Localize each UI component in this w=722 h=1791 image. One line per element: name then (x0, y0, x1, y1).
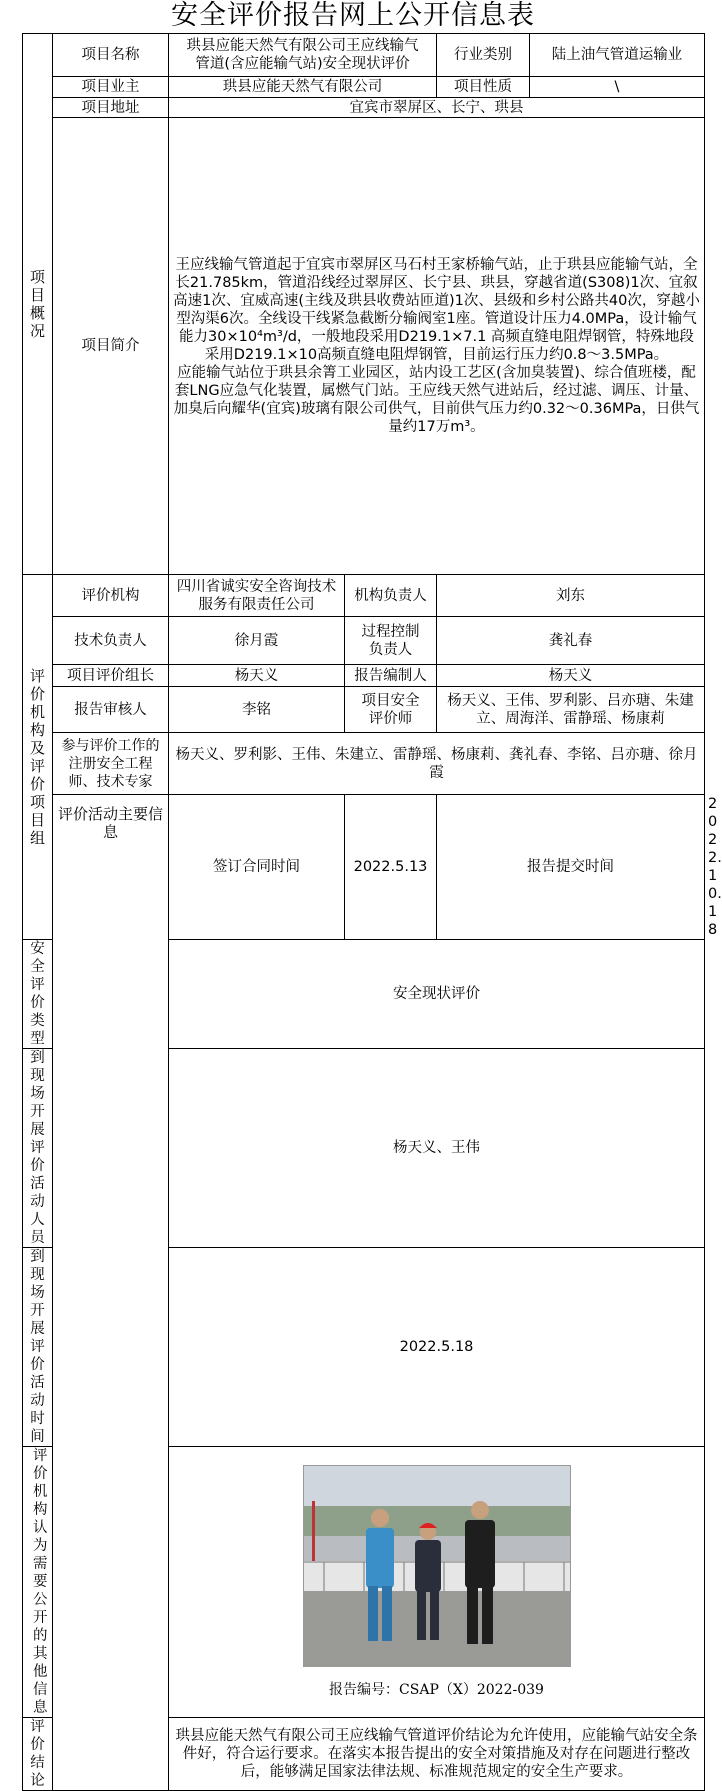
participants-label: 参与评价工作的注册安全工程师、技术专家 (53, 733, 169, 795)
page-title: 安全评价报告网上公开信息表 (171, 0, 535, 31)
report-writer-label: 报告编制人 (345, 665, 437, 687)
industry-value: 陆上油气管道运输业 (551, 47, 683, 63)
tech-head-value: 徐月霞 (169, 617, 345, 665)
owner-label: 项目业主 (53, 77, 169, 98)
nature-cell (437, 77, 705, 98)
project-name: 珙县应能天然气有限公司王应线输气管道(含应能输气站)安全现状评价 (169, 34, 437, 77)
agency-head-value: 刘东 (437, 575, 705, 617)
contract-date-label: 签订合同时间 (169, 795, 345, 940)
intro-paragraph-1: 王应线输气管道起于宜宾市翠屏区马石村王家桥输气站，止于珙县应能输气站，全长21.785km，管道沿线经过翠屏区、长宁县、珙县，穿越省道(S308)1次、宜叙高速1次、宜威高速(主线及珙县收费站匝道)1次、县级和乡村公路共40次，穿越小型沟渠6次。全线设干线紧急截断分输阀室1座。管道设计压力4.0MPa，设计输气能力30×10⁴m³/d，一般地段采用D219.1×7.1 高频直缝电阻焊钢管，特殊地段采用D219.1×10高频直缝电阻焊钢管，目前运行压力约0.8～3.5MPa。 (173, 257, 700, 363)
address-value: 宜宾市翠屏区、长宁、珙县 (169, 98, 705, 118)
section-org: 评价机构及评价项目组 (23, 575, 53, 940)
address-label: 项目地址 (53, 98, 169, 118)
site-time-value: 2022.5.18 (169, 1248, 705, 1447)
participants-value: 杨天义、罗利影、王伟、朱建立、雷静瑶、杨康莉、龚礼春、李铭、吕亦瑭、徐月霞 (169, 733, 705, 795)
report-number: 报告编号：CSAP（X）2022-039 (329, 1682, 544, 1698)
tech-head-label: 技术负责人 (53, 617, 169, 665)
project-name-label: 项目名称 (53, 34, 169, 77)
site-time-label: 到现场开展评价活动时间 (23, 1248, 53, 1447)
owner-value: 珙县应能天然气有限公司 (169, 77, 437, 98)
evaluators-label: 项目安全评价师 (345, 687, 437, 733)
conclusion-value: 珙县应能天然气有限公司王应线输气管道评价结论为允许使用，应能输气站安全条件好，符合运行要求。在落实本报告提出的安全对策措施及对存在问题进行整改后，能够满足国家法律法规、标准规范规定的安全生产要求。 (169, 1718, 705, 1791)
other-info-value (169, 1447, 705, 1718)
report-writer-value: 杨天义 (437, 665, 705, 687)
other-info-label: 评价机构认为需要公开的其他信息 (23, 1447, 53, 1718)
submit-date-label: 报告提交时间 (437, 795, 705, 940)
site-photo (303, 1465, 571, 1667)
intro-label: 项目简介 (53, 118, 169, 575)
contract-date-value: 2022.5.13 (345, 795, 437, 940)
process-head-value: 龚礼春 (437, 617, 705, 665)
section-overview: 项目概况 (23, 34, 53, 575)
industry-cell (437, 34, 705, 77)
type-value: 安全现状评价 (169, 940, 705, 1049)
conclusion-label: 评价结论 (23, 1718, 53, 1791)
site-staff-value: 杨天义、王伟 (169, 1049, 705, 1248)
agency-label: 评价机构 (53, 575, 169, 617)
intro-text (169, 118, 705, 575)
site-staff-label: 到现场开展评价活动人员 (23, 1049, 53, 1248)
nature-label: 项目性质 (437, 77, 530, 97)
agency-head-label: 机构负责人 (345, 575, 437, 617)
team-leader-label: 项目评价组长 (53, 665, 169, 687)
type-label: 安全评价类型 (23, 940, 53, 1049)
site-photo-image (304, 1466, 570, 1666)
process-head-label: 过程控制负责人 (345, 617, 437, 665)
section-activity: 评价活动主要信息 (53, 795, 169, 1791)
nature-value: \ (614, 79, 620, 95)
team-leader-value: 杨天义 (169, 665, 345, 687)
industry-label: 行业类别 (437, 34, 530, 76)
evaluators-value: 杨天义、王伟、罗利影、吕亦瑭、朱建立、周海洋、雷静瑶、杨康莉 (437, 687, 705, 733)
agency-value: 四川省诚实安全咨询技术服务有限责任公司 (169, 575, 345, 617)
reviewer-label: 报告审核人 (53, 687, 169, 733)
info-table: 项目概况 项目名称 珙县应能天然气有限公司王应线输气管道(含应能输气站)安全现状评价 行业类别 陆上油气管道运输业 项目业主 珙县应能天然气有限公司 项目性质 \ 项目地址 宜宾市翠屏区、长宁、珙县 项目简介 王应线输气管道起于宜宾市翠屏区马石村王家桥输气站，止于珙县应能输气站，全长21.785km，管道沿线经过翠屏区、长宁县、珙县，穿越省道(S308)1次、宜叙高速1次、宜威高速(主线及珙县收费站匝道)1次、县级和乡村公路共40次，穿越小型沟渠6次。全线设干线紧急截断分输阀室1座。管道设计压力4.0MPa，设计输气能力30×10⁴m³/d，一般地段采用D219.1×7.1 高频直缝电阻焊钢管，特殊地段采用D219.1×10高频直缝电阻焊钢管，目前运行压力约0.8～3.5MPa。 应能输气站位于珙县余箐工业园区，站内设工艺区(含加臭装置)、综合值班楼，配套LNG应急气化装置，属燃气门站。王应线天然气进站后，经过滤、调压、计量、加臭后向耀华(宜宾)玻璃有限公司供气，目前供气压力约0.32～0.36MPa，日供气量约17万m³。 评价机构及评价项目组 评价机构 四川省诚实安全咨询技术服务有限责任公司 机构负责人 刘东 技术负责人 徐月霞 过程控制负责人 龚礼春 项目评价组长 杨天义 报告编制人 杨天义 报告审核人 李铭 项目安全评价师 杨天义、王伟、罗利影、吕亦瑭、朱建立、周海洋、雷静瑶、杨康莉 参与评价工作的注册安全工程师、技术专家 杨天义、罗利影、王伟、朱建立、雷静瑶、杨康莉、龚礼春、李铭、吕亦瑭、徐月霞 评价活动主要信息 签订合同时间 2022.5.13 报告提交时间 2022.10.18 安全评价类型 安全现状评价 到现场开展评价活动人员 杨天义、王伟 到现场开展评价活动时间 2022.5.18 评价机构认为需要公开的其他信息 报告编号：CSAP（X）2022-039 评价结论 珙县应能天然气有限公司王应线输气管道评价结论为允许使用，应能输气站安全条件好，符合运行要求。在落实本报告提出的安全对策措施及对存在问题进行整改后，能够满足国家法律法规、标准规范规定的安全生产要求。 (22, 33, 705, 1791)
intro-paragraph-2: 应能输气站位于珙县余箐工业园区，站内设工艺区(含加臭装置)、综合值班楼，配套LNG应急气化装置，属燃气门站。王应线天然气进站后，经过滤、调压、计量、加臭后向耀华(宜宾)玻璃有限公司供气，目前供气压力约0.32～0.36MPa，日供气量约17万m³。 (173, 365, 700, 435)
reviewer-value: 李铭 (169, 687, 345, 733)
